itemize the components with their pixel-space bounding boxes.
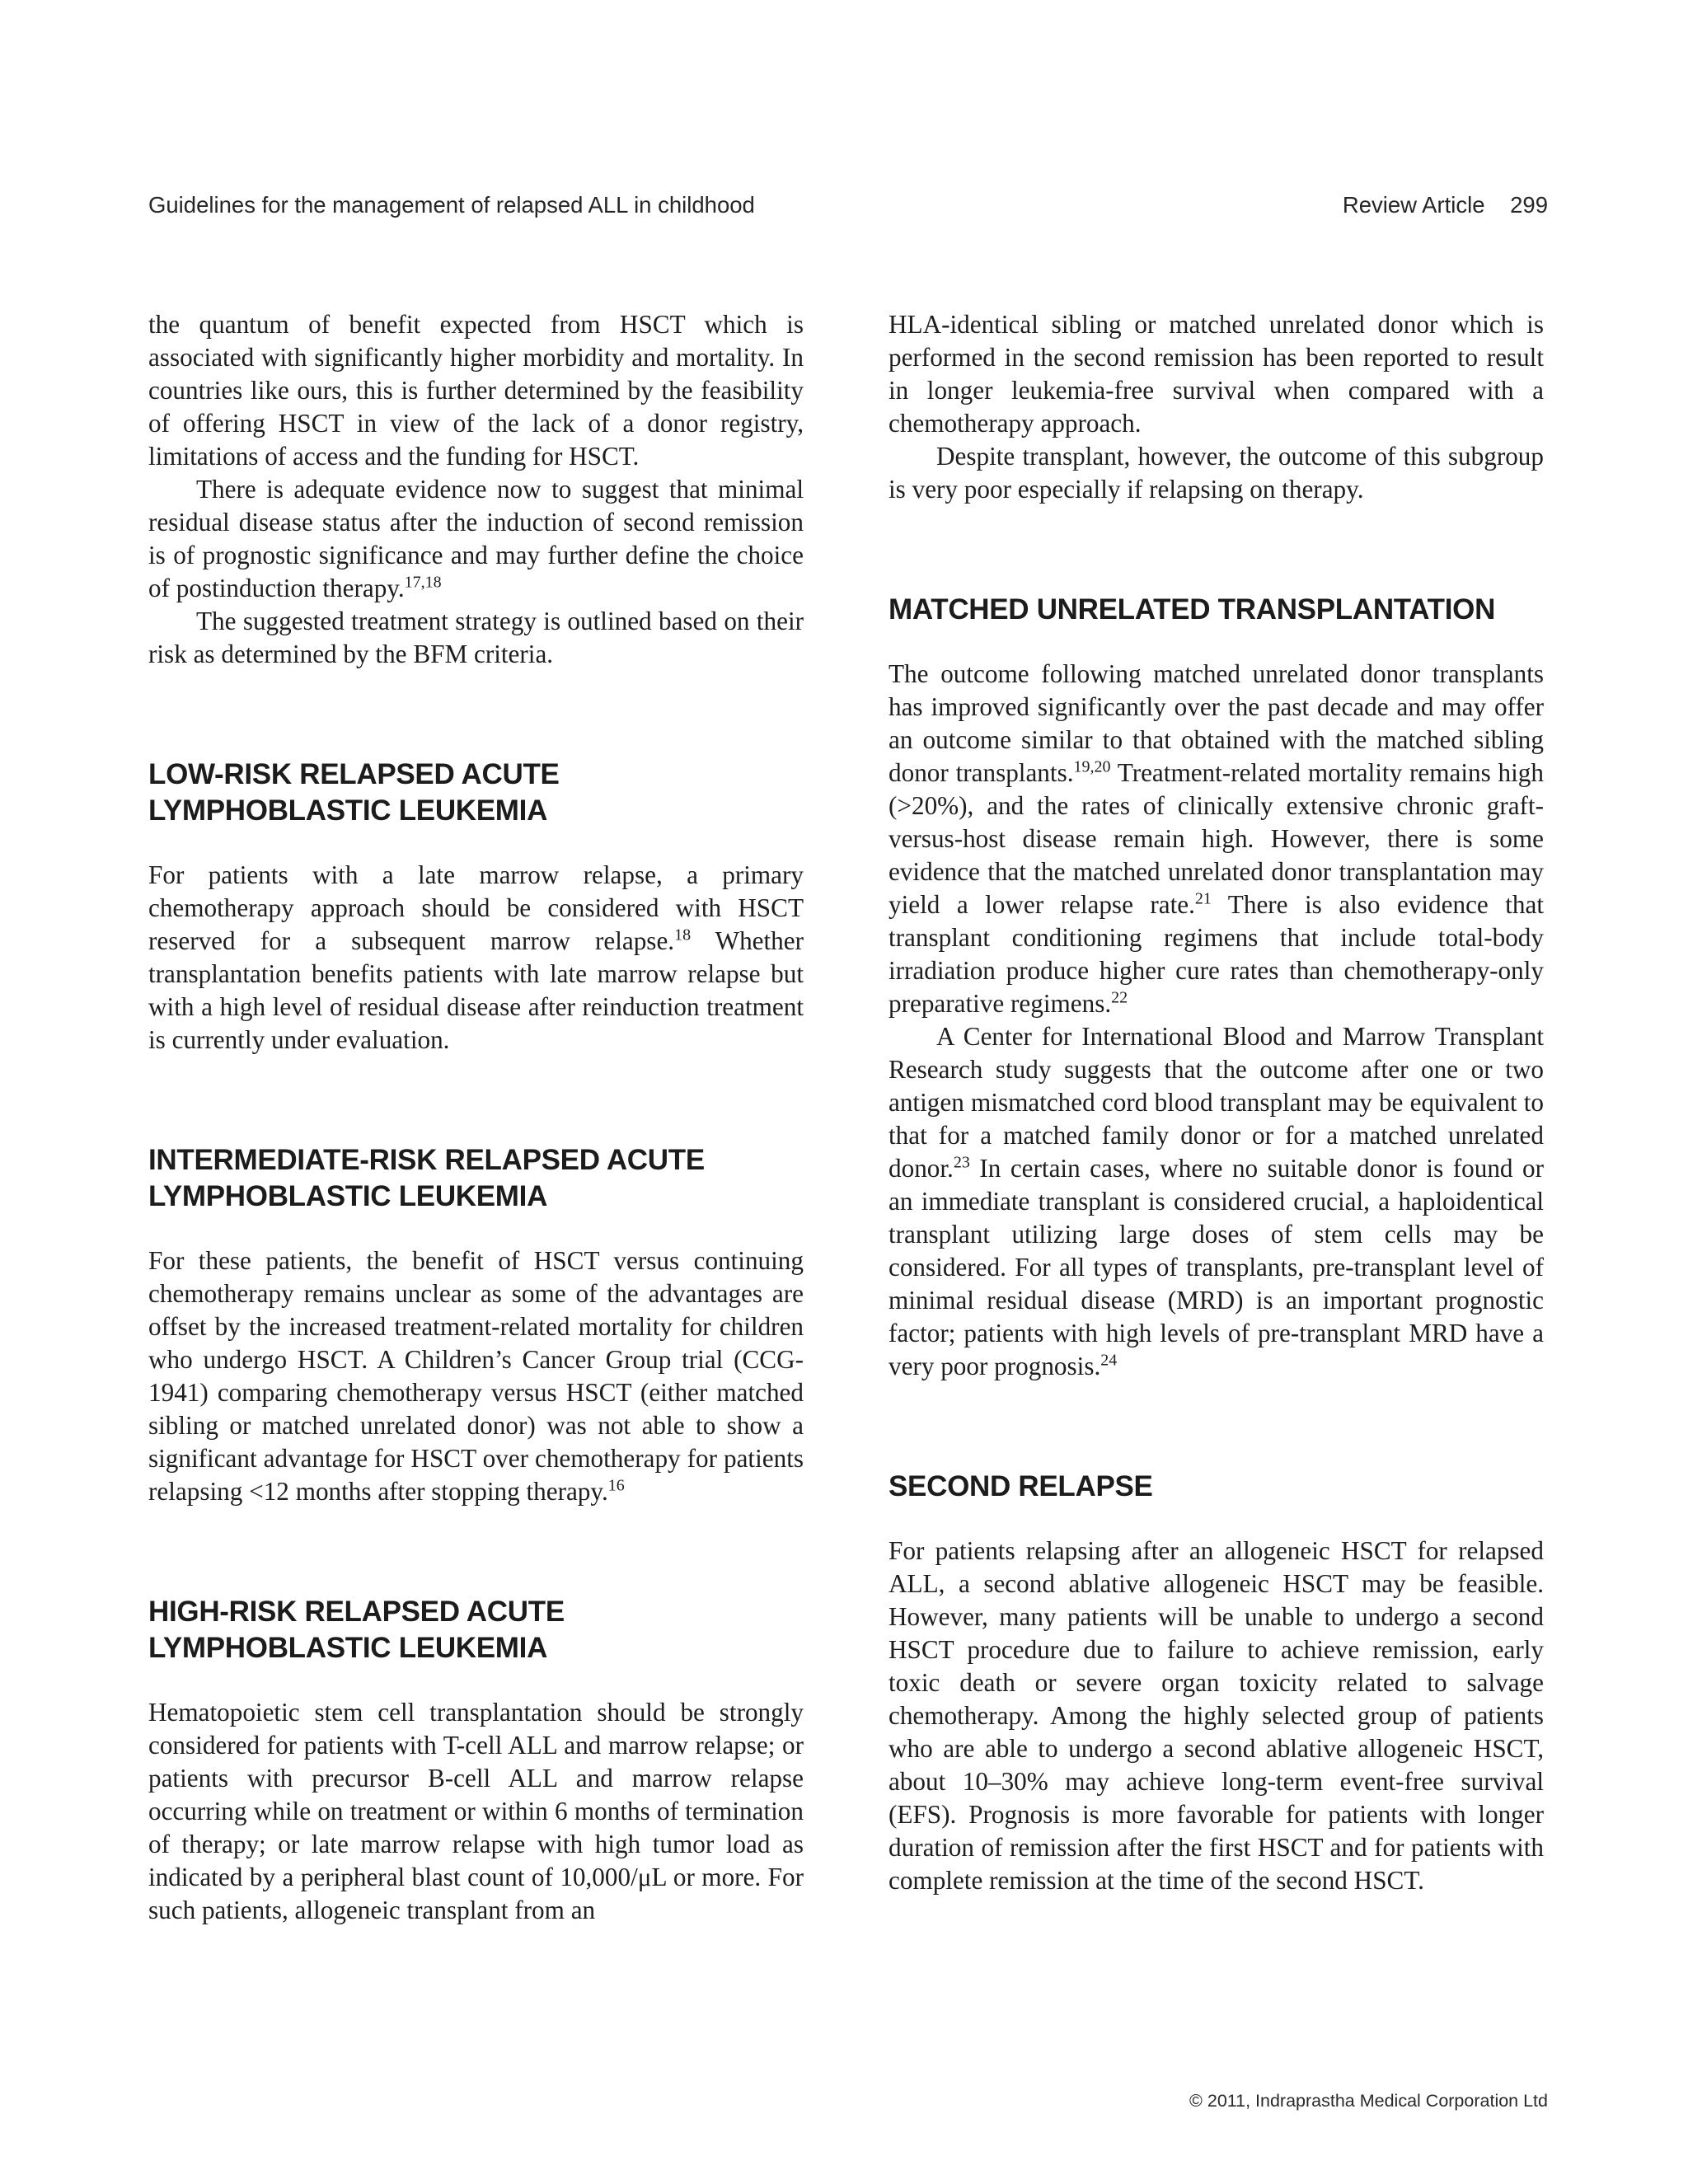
paragraph: HLA-identical sibling or matched unrelated donor which is performed in the second remission has been reported to result in longer leukemia-free survival when compared with a chemotherapy approach.: [889, 310, 1544, 438]
section-heading-matched-unrelated: MATCHED UNRELATED TRANSPLANTATION: [889, 593, 1496, 626]
paragraph: the quantum of benefit expected from HSCT which is associated with significantly higher morbidity and mortality. In countries like ours, this is further determined by the feasibility of offering HSCT in view of the lack of a donor registry, limitations of access and the funding for HSCT.: [148, 310, 804, 471]
paragraph: The suggested treatment strategy is outlined based on their risk as determined by the BFM criteria.: [148, 607, 804, 668]
reference-superscript: 19,20: [1073, 757, 1111, 776]
paragraph: For these patients, the benefit of HSCT versus continuing chemotherapy remains unclear as some of the advantages are offset by the increased treatment-related mortality for children who undergo HSCT. A Children’s Cancer Group trial (CCG-1941) comparing chemotherapy versus HSCT (either matched sibling or matched unrelated donor) was not able to show a significant advantage for HSCT over chemotherapy for patients relapsing <12 months after stopping therapy.$^{16}$: [148, 1246, 804, 1506]
article-type-page: [1343, 192, 1548, 218]
reference-superscript: 18: [674, 926, 692, 944]
paragraph: Hematopoietic stem cell transplantation should be strongly considered for patients with T-cell ALL and marrow relapse; or patients with precursor B-cell ALL and marrow relapse occurring while on treatment or within 6 months of termination of therapy; or late marrow relapse with high tumor load as indicated by a peripheral blast count of 10,000/μL or more. For such patients, allogeneic transplant from an: [148, 1698, 804, 1924]
section-heading-second-relapse: SECOND RELAPSE: [889, 1470, 1153, 1502]
paragraph: The outcome following matched unrelated donor transplants has improved significantly over the past decade and may offer an outcome similar to that obtained with the matched sibling donor transplants.$^{19,20}$ Treatment-related mortality remains high (>20%), and the rates of clinically extensive chronic graft-versus-host disease remain high. However, there is some evidence that the matched unrelated donor transplantation may yield a lower relapse rate.$^{21}$ There is also evidence that transplant conditioning regimens that include total-body irradiation produce higher cure rates than chemotherapy-only preparative regimens.$^{22}$: [889, 659, 1544, 1018]
reference-superscript: 23: [953, 1153, 970, 1172]
paragraph: For patients with a late marrow relapse, a primary chemotherapy approach should be considered with HSCT reserved for a subsequent marrow relapse.$^{18}$ Whether transplantation benefits patients with late marrow relapse but with a high level of residual disease after reinduction treatment is currently under evaluation.: [148, 860, 804, 1054]
paragraph: For patients relapsing after an allogeneic HSCT for relapsed ALL, a second ablative allogeneic HSCT may be feasible. However, many patients will be unable to undergo a second HSCT procedure due to failure to achieve remission, early toxic death or severe organ toxicity related to salvage chemotherapy. Among the highly selected group of patients who are able to undergo a second ablative allogeneic HSCT, about 10–30% may achieve long-term event-free survival (EFS). Prognosis is more favorable for patients with longer duration of remission after the first HSCT and for patients with complete remission at the time of the second HSCT.: [889, 1536, 1544, 1895]
paragraph: A Center for International Blood and Marrow Transplant Research study suggests that the outcome after one or two antigen mismatched cord blood transplant may be equivalent to that for a matched family donor or for a matched unrelated donor.$^{23}$ In certain cases, where no suitable donor is found or an immediate transplant is considered crucial, a haploidentical transplant utilizing large doses of stem cells may be considered. For all types of transplants, pre-transplant level of minimal residual disease (MRD) is an important prognostic factor; patients with high levels of pre-transplant MRD have a very poor prognosis.$^{24}$: [889, 1022, 1544, 1380]
section-heading-low-risk: LOW-RISK RELAPSED ACUTE LYMPHOBLASTIC LEUKEMIA: [148, 758, 560, 827]
paragraph: Despite transplant, however, the outcome of this subgroup is very poor especially if relapsing on therapy.: [889, 442, 1544, 504]
page-number: 299: [1510, 192, 1548, 218]
reference-superscript: 16: [607, 1476, 625, 1495]
running-title: Guidelines for the management of relapsed ALL in childhood: [148, 192, 755, 218]
right-column: [889, 308, 1544, 1897]
reference-superscript: 21: [1194, 889, 1212, 908]
section-heading-high-risk: HIGH-RISK RELAPSED ACUTE LYMPHOBLASTIC LEUKEMIA: [148, 1596, 565, 1664]
article-type: Review Article: [1342, 192, 1485, 218]
copyright-footer: © 2011, Indraprastha Medical Corporation Ltd: [1189, 2091, 1548, 2111]
section-heading-intermediate-risk: INTERMEDIATE-RISK RELAPSED ACUTE LYMPHOBLASTIC LEUKEMIA: [148, 1144, 705, 1212]
reference-superscript: 22: [1111, 988, 1128, 1007]
paragraph: There is adequate evidence now to suggest that minimal residual disease status after the induction of second remission is of prognostic significance and may further define the choice of postinduction therapy.$^{17,18}$: [148, 475, 804, 602]
reference-superscript: 17,18: [404, 573, 442, 592]
left-column: [148, 308, 804, 1927]
reference-superscript: 24: [1100, 1351, 1118, 1370]
